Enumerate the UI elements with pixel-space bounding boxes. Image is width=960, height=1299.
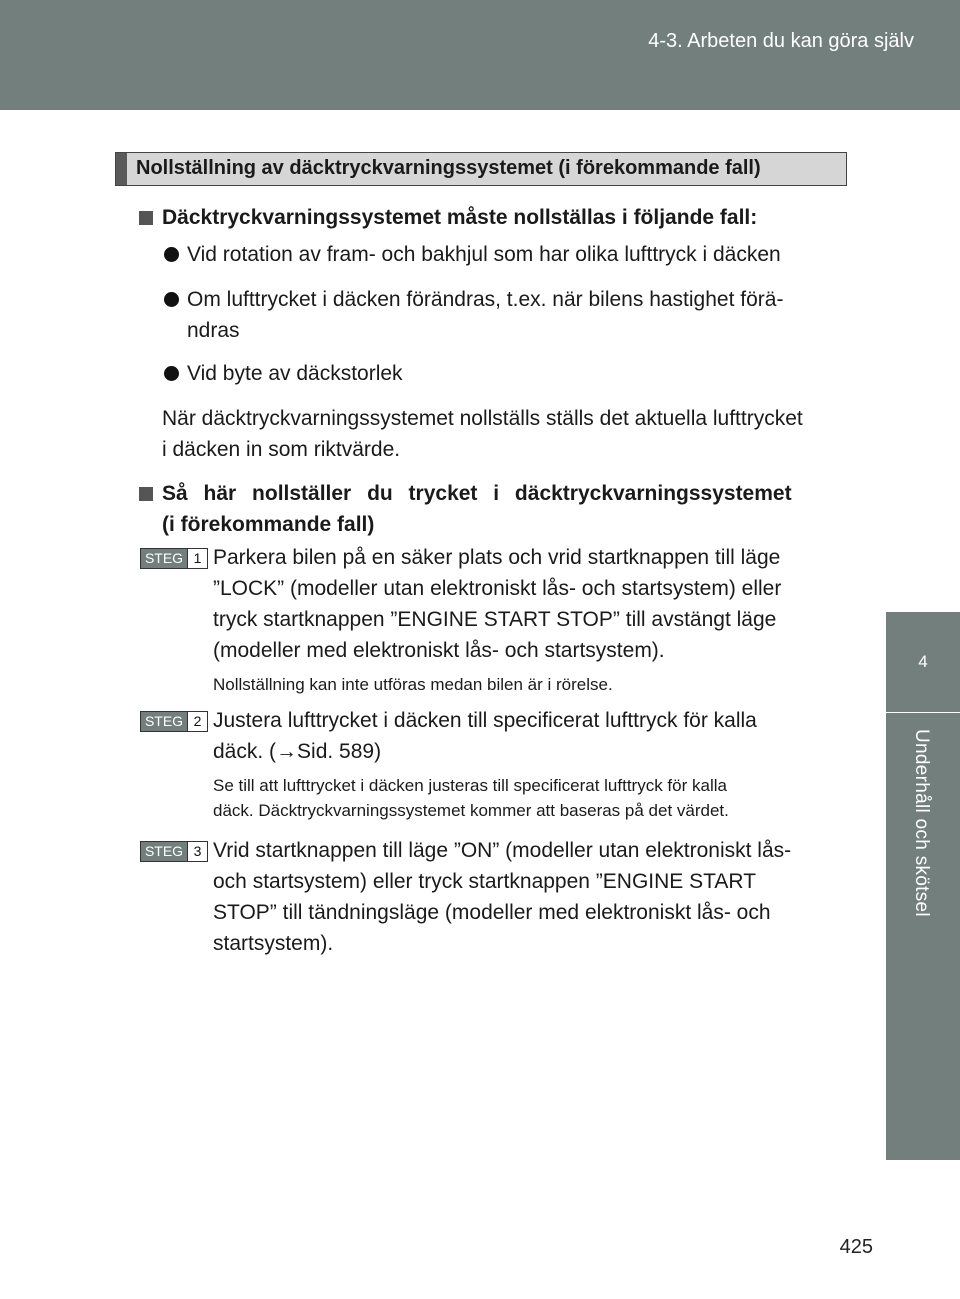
section-title: Nollställning av däcktryckvarningssystemet (i förekommande fall)	[136, 157, 761, 179]
step-3-label	[140, 841, 208, 862]
step-1-line: (modeller med elektroniskt lås- och startsystem).	[213, 639, 665, 662]
chapter-title: 4-3. Arbeten du kan göra själv	[648, 30, 914, 52]
step-2-line: däck. (→Sid. 589)	[213, 740, 382, 763]
square-bullet-icon	[139, 487, 153, 501]
step-3-line: STOP” till tändningsläge (modeller med elektroniskt lås- och	[213, 901, 771, 924]
bullet-text: Vid byte av däckstorlek	[187, 362, 403, 385]
chapter-label: Underhåll och skötsel	[911, 729, 932, 917]
round-bullet-icon	[164, 247, 179, 262]
step-3-line: och startsystem) eller tryck startknappen ”ENGINE START	[213, 870, 757, 893]
step-2-line: Justera lufttrycket i däcken till specificerat lufttryck för kalla	[213, 709, 757, 732]
block1-heading: Däcktryckvarningssystemet måste nollställas i följande fall:	[162, 206, 758, 229]
step-3-line: startsystem).	[213, 932, 334, 955]
step-word: STEG	[141, 549, 187, 568]
step-2-note: däck. Däcktryckvarningssystemet kommer att baseras på det värdet.	[213, 801, 729, 820]
step-number: 3	[187, 842, 207, 861]
step-word: STEG	[141, 712, 187, 731]
round-bullet-icon	[164, 366, 179, 381]
step-word: STEG	[141, 842, 187, 861]
bullet-text: Vid rotation av fram- och bakhjul som har olika lufttryck i däcken	[187, 243, 781, 266]
step-2-note: Se till att lufttrycket i däcken justeras till specificerat lufttryck för kalla	[213, 776, 727, 795]
round-bullet-icon	[164, 292, 179, 307]
square-bullet-icon	[139, 211, 153, 225]
step-3-line: Vrid startknappen till läge ”ON” (modeller utan elektroniskt lås-	[213, 839, 792, 862]
step-1-line: Parkera bilen på en säker plats och vrid startknappen till läge	[213, 546, 781, 569]
paragraph-line: i däcken in som riktvärde.	[162, 438, 401, 461]
step-1-line: tryck startknappen ”ENGINE START STOP” till avstängt läge	[213, 608, 777, 631]
chapter-number: 4	[918, 652, 928, 671]
paragraph-line: När däcktryckvarningssystemet nollställs ställs det aktuella lufttrycket	[162, 407, 803, 430]
bullet-text-continued: ndras	[187, 319, 240, 342]
step-2-label	[140, 711, 208, 732]
step-1-line: ”LOCK” (modeller utan elektroniskt lås- och startsystem) eller	[213, 577, 782, 600]
step-number: 1	[187, 549, 207, 568]
bullet-text: Om lufttrycket i däcken förändras, t.ex. när bilens hastighet förä-	[187, 288, 784, 311]
block2-heading-continued: (i förekommande fall)	[162, 513, 375, 536]
page-number: 425	[839, 1236, 873, 1258]
block2-heading: Så här nollställer du trycket i däcktryckvarningssystemet	[162, 482, 792, 505]
step-number: 2	[187, 712, 207, 731]
step-1-note: Nollställning kan inte utföras medan bilen är i rörelse.	[213, 675, 613, 694]
step-1-label	[140, 548, 208, 569]
